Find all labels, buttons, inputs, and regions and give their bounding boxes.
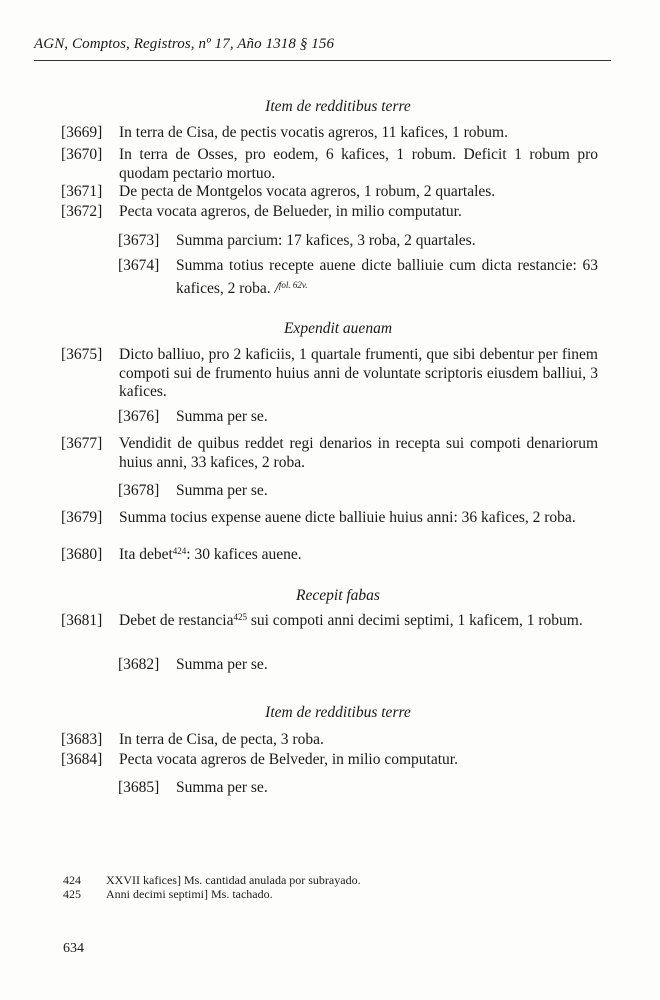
footnote-text: Anni decimi septimi] Ms. tachado. bbox=[106, 887, 273, 901]
footnote-ref: 425 bbox=[233, 612, 247, 622]
entry-text: Vendidit de quibus reddet regi denarios in recepta sui compoti denariorum huius anni, 33 kafices, 2 roba. bbox=[119, 435, 598, 471]
entry-3674 bbox=[118, 257, 598, 298]
entry-text: De pecta de Montgelos vocata agreros, 1 robum, 2 quartales. bbox=[119, 183, 496, 200]
entry-text: Summa parcium: 17 kafices, 3 roba, 2 quartales. bbox=[176, 232, 476, 249]
entry-3677 bbox=[61, 435, 598, 472]
entry-text: Summa per se. bbox=[176, 779, 268, 796]
entry-text: Pecta vocata agreros de Belveder, in milio computatur. bbox=[119, 751, 458, 768]
entry-3680 bbox=[61, 546, 598, 565]
entry-text: : 30 kafices auene. bbox=[186, 546, 302, 563]
entry-3671 bbox=[61, 183, 598, 202]
entry-number: [3671] bbox=[61, 183, 103, 200]
entry-text: In terra de Cisa, de pectis vocatis agreros, 11 kafices, 1 robum. bbox=[119, 124, 508, 141]
running-head: AGN, Comptos, Registros, nº 17, Año 1318 § 156 bbox=[34, 36, 335, 52]
entry-number: [3685] bbox=[118, 779, 160, 796]
entry-text: Dicto balliuo, pro 2 kaficiis, 1 quartale frumenti, que sibi debentur per finem compoti sui de frumento huius anni de voluntate scriptoris eiusdem balliui, 3 kafices. bbox=[119, 346, 598, 400]
entry-3676 bbox=[118, 408, 598, 427]
entry-text: In terra de Osses, pro eodem, 6 kafices, 1 robum. Deficit 1 robum pro quodam pectario mortuo. bbox=[119, 146, 598, 182]
entry-3682 bbox=[118, 656, 598, 675]
folio-slash: / bbox=[274, 279, 279, 297]
entry-text: Summa totius recepte auene dicte balliuie cum dicta restancie: 63 kafices, 2 roba. bbox=[176, 257, 598, 297]
entry-number: [3669] bbox=[61, 124, 103, 141]
footnote-425 bbox=[63, 887, 273, 901]
entry-text: Summa per se. bbox=[176, 656, 268, 673]
entry-text: Pecta vocata agreros, de Belueder, in milio computatur. bbox=[119, 203, 462, 220]
entry-text-wrap bbox=[115, 546, 598, 565]
entry-number: [3680] bbox=[61, 546, 103, 563]
footnote-ref: 424 bbox=[172, 546, 187, 556]
entry-3670 bbox=[61, 146, 598, 183]
entry-number: [3675] bbox=[61, 346, 103, 363]
entry-number: [3670] bbox=[61, 146, 103, 163]
entry-number: [3678] bbox=[118, 482, 160, 499]
entry-number: [3676] bbox=[118, 408, 160, 425]
entry-3672 bbox=[61, 203, 598, 222]
footnote-number: 424 bbox=[63, 873, 81, 887]
footnote-424 bbox=[63, 873, 361, 887]
entry-text: In terra de Cisa, de pecta, 3 roba. bbox=[119, 731, 324, 748]
entry-text-wrap bbox=[172, 257, 598, 298]
entry-text: Debet de restancia bbox=[119, 612, 234, 629]
entry-3684 bbox=[61, 751, 598, 770]
section-title: Expendit auenam bbox=[283, 320, 393, 337]
entry-text: sui compoti anni decimi septimi, 1 kaficem, 1 robum. bbox=[246, 612, 583, 629]
entry-number: [3672] bbox=[61, 203, 103, 220]
entry-3675 bbox=[61, 346, 598, 402]
entry-3683 bbox=[61, 731, 598, 750]
page-number: 634 bbox=[63, 941, 84, 956]
entry-3681 bbox=[61, 612, 598, 631]
entry-number: [3683] bbox=[61, 731, 103, 748]
entry-text: Summa per se. bbox=[176, 408, 268, 425]
entry-3678 bbox=[118, 482, 598, 501]
entry-number: [3681] bbox=[61, 612, 103, 629]
entry-3679 bbox=[61, 509, 598, 528]
entry-number: [3679] bbox=[61, 509, 103, 526]
entry-number: [3673] bbox=[118, 232, 160, 249]
entry-3685 bbox=[118, 779, 598, 798]
entry-number: [3684] bbox=[61, 751, 103, 768]
entry-3673 bbox=[118, 232, 598, 251]
header-rule bbox=[34, 60, 611, 61]
entry-number: [3682] bbox=[118, 656, 160, 673]
footnote-number: 425 bbox=[63, 887, 81, 901]
footnote-text: XXVII kafices] Ms. cantidad anulada por subrayado. bbox=[106, 873, 361, 887]
entry-number: [3677] bbox=[61, 435, 103, 452]
section-title: Recepit fabas bbox=[296, 587, 380, 604]
entry-3669 bbox=[61, 124, 598, 143]
folio-mark: fol. 62v. bbox=[278, 279, 308, 290]
entry-text: Summa per se. bbox=[176, 482, 268, 499]
section-title: Item de redditibus terre bbox=[265, 704, 411, 721]
entry-text-wrap bbox=[115, 612, 598, 631]
entry-text: Ita debet bbox=[119, 546, 173, 563]
entry-number: [3674] bbox=[118, 257, 160, 274]
section-title: Item de redditibus terre bbox=[265, 98, 411, 115]
entry-text: Summa tocius expense auene dicte balliuie huius anni: 36 kafices, 2 roba. bbox=[119, 509, 576, 526]
